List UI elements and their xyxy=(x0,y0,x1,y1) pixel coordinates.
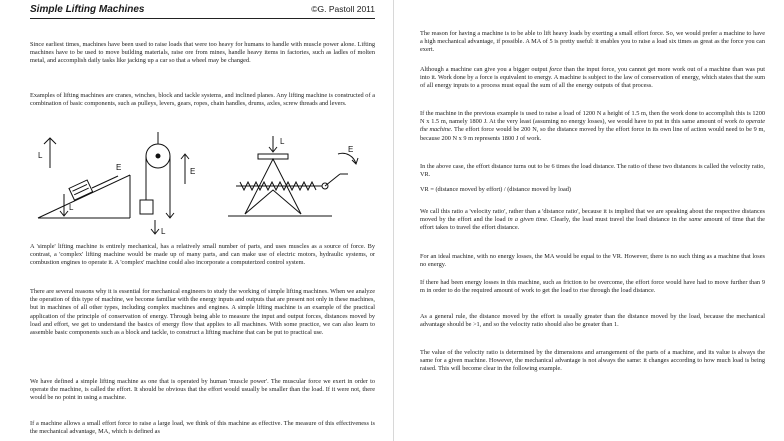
inclined-length-label: L xyxy=(38,151,43,160)
paragraph-velocity-ratio-intro: In the above case, the effort distance turns out to be 6 times the load distance. The ratio of these two distances is called the velocity ratio, VR. xyxy=(420,163,765,179)
paragraph-velocity-ratio-explanation: We call this ratio a 'velocity ratio', rather than a 'distance ratio', because it is implied that we are speaking about the respective distances moved by the effort and the load in a given time. Clearly, the load must travel the load distance in the same amount of time that the effort takes to travel the effort distance. xyxy=(420,208,765,232)
left-page xyxy=(0,0,388,441)
paragraph-simple-vs-complex: A 'simple' lifting machine is entirely mechanical, has a relatively small number of parts, and uses muscles as a source of force. By contrast, a 'complex' lifting machine would be made up of many parts, and can make use of electric motors, hydraulic systems, or combustion engines to operate it. A 'complex' machine could also incorporate a computerized control system. xyxy=(30,243,375,267)
paragraph-general-rule: As a general rule, the distance moved by the effort is usually greater than the distance moved by the load, because the mechanical advantage should be >1, and so the velocity ratio should also be greater than 1. xyxy=(420,313,765,329)
paragraph-reason-for-machine: The reason for having a machine is to be able to lift heavy loads by exerting a small effort force. So, we would prefer a machine to have a high mechanical advantage, if possible. A MA of 5 is pretty useful: it enables you to raise a load six times as great as the force you can exert. xyxy=(420,30,765,54)
paragraph-intro: Since earliest times, machines have been used to raise loads that were too heavy for humans to handle with muscle power alone. Lifting machines have to be used to move building materials, raise ore from mines, handle heavy items in factories, such as ladles of molten metal, and accomplish daily tasks like jacking up a car so that a wheel may be changed. xyxy=(30,41,375,65)
velocity-ratio-formula: VR = (distance moved by effort) / (distance moved by load) xyxy=(420,186,572,193)
pulley-axle xyxy=(156,154,160,158)
jack-load-label: L xyxy=(280,137,285,146)
paragraph-energy-losses: If there had been energy losses in this machine, such as friction to be overcome, the effort force would have had to move further than 9 m in order to do the required amount of work to get the load to rise through the load distance. xyxy=(420,279,765,295)
paragraph-effort: We have defined a simple lifting machine as one that is operated by human 'muscle power'. The muscular force we exert in order to operate the machine, is called the effort. It should be obvious that the effort would usually be smaller than the load. If it were not, there would be no point in using a machine. xyxy=(30,378,375,402)
inclined-plane-block xyxy=(69,180,93,200)
figure-drawing xyxy=(30,130,375,238)
paragraph-reasons: There are several reasons why it is essential for mechanical engineers to study the working of simple lifting machines. When we analyze the operation of this type of machine, we become familiar with the energy inputs and outputs that are present not only in these machines, but in machines of all other types, including complex machines and engines. A simple lifting machine is an example of the practical application of the principle of conservation of energy. Through being able to measure the input and output forces, distances moved by load and effort, we get to understand the basics of energy flow that applies to all machines. With some practice, we can also learn to assemble basic components such as a block and tackle, to construct a lifting machine that can be put to practical use. xyxy=(30,288,375,337)
paragraph-work-example: If the machine in the previous example is used to raise a load of 1200 N a height of 1.5 m, then the work done to accomplish this is 1200 N x 1.5 m, namely 1800 J. At the very least (assuming no energy losses), we would have to put in this same amount of work to operate the machine. The effort force would be 200 N, so the distance moved by the effort force in its own line of action would need to be 9 m, because 200 N x 9 m represents 1800 J of work. xyxy=(420,110,765,142)
inclined-load-label: L xyxy=(69,203,74,212)
document-title: Simple Lifting Machines xyxy=(30,4,145,15)
pulley-load-block xyxy=(140,200,153,214)
pulley-effort-label: E xyxy=(190,167,196,176)
jack-effort-label: E xyxy=(348,145,354,154)
lifting-machines-figure xyxy=(30,130,375,238)
paragraph-velocity-ratio-value: The value of the velocity ratio is determined by the dimensions and arrangement of the parts of a machine, and its value is always the same for a given machine. However, the mechanical advantage is not always the same: it changes according to how much load is being raised. This will become clear in the following example. xyxy=(420,349,765,373)
inclined-plane-diagram xyxy=(38,138,130,218)
paragraph-examples: Examples of lifting machines are cranes, winches, block and tackle systems, and inclined planes. Any lifting machine is constructed of a combination of basic components, such as pulleys, levers, gears, ropes, chain handles, drums, axles, screw threads and levers. xyxy=(30,92,375,108)
inclined-effort-label: E xyxy=(116,163,122,172)
jack-crank-arm xyxy=(325,174,340,186)
jack-lower-links xyxy=(245,190,301,214)
paragraph-mechanical-advantage: If a machine allows a small effort force to raise a large load, we think of this machine as effective. The measure of this effectiveness is the mechanical advantage, MA, which is defined as xyxy=(30,420,375,436)
paragraph-conservation-of-energy: Although a machine can give you a bigger output force than the input force, you cannot get more work out of a machine than was put into it. Work done by a force is equivalent to energy. A machine is subject to the law of conservation of energy, which states that the sum of all energy inputs to a process must equal the sum of all the energy outputs of that process. xyxy=(420,66,765,90)
page-divider xyxy=(393,0,394,441)
screw-jack-diagram xyxy=(228,136,358,216)
page-header xyxy=(30,4,375,19)
paragraph-ideal-machine: For an ideal machine, with no energy losses, the MA would be equal to the VR. However, there is no such thing as a machine that loses no energy. xyxy=(420,253,765,269)
pulley-load-label: L xyxy=(161,227,166,236)
pulley-diagram xyxy=(140,132,189,234)
jack-rotation-arrow xyxy=(338,153,356,164)
copyright-notice: ©G. Pastoll 2011 xyxy=(311,4,375,14)
right-page xyxy=(400,0,784,441)
